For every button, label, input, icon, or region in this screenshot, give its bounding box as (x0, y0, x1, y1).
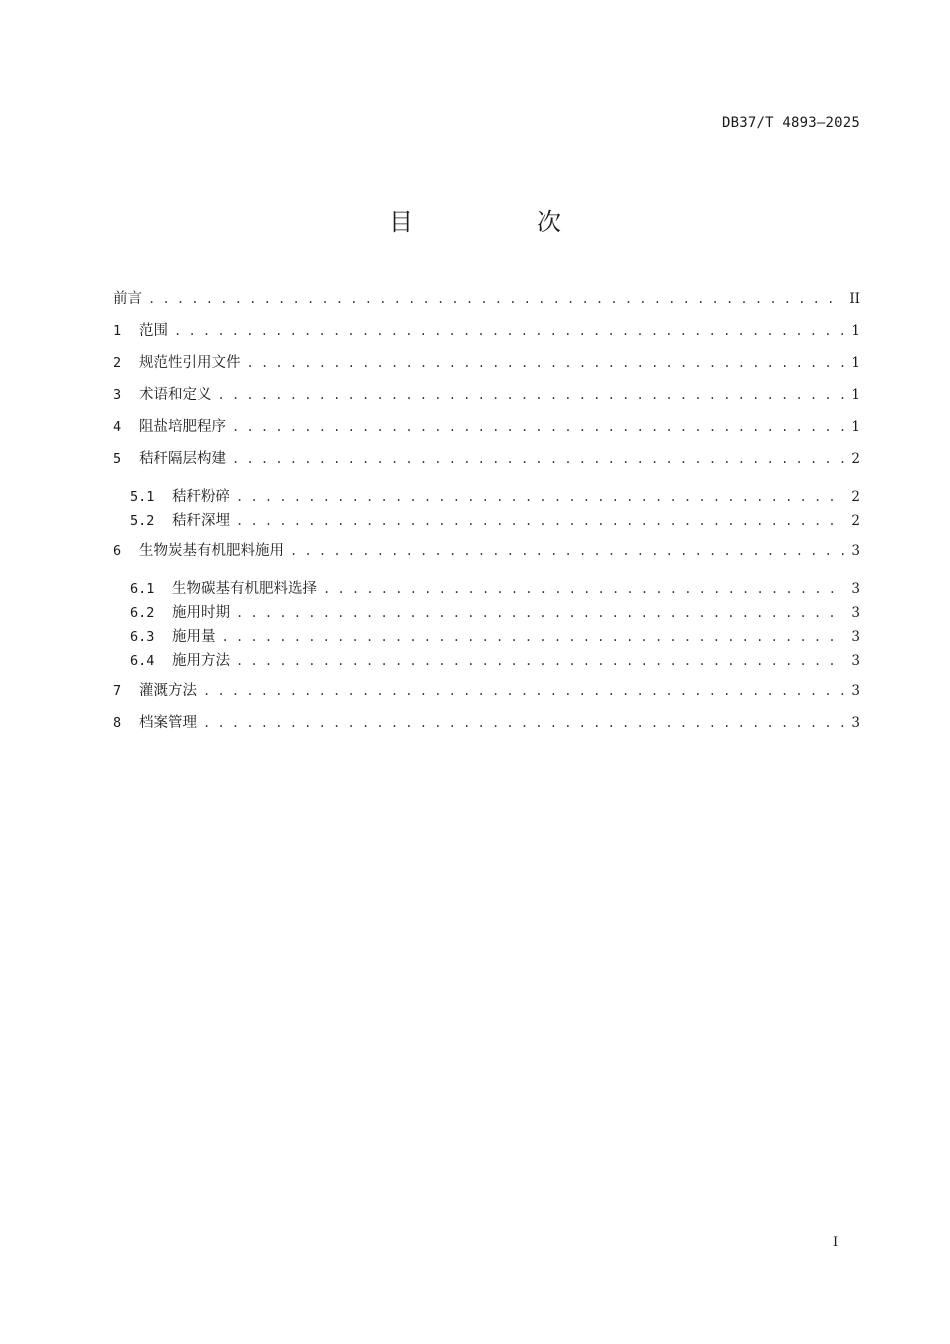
toc-entry-label: 档案管理 (139, 715, 197, 731)
toc-dot-leader (236, 602, 844, 624)
toc-entry-page: 3 (851, 715, 860, 731)
toc-dot-leader (236, 650, 844, 672)
toc-entry[interactable] (113, 712, 860, 744)
toc-entry-number: 6.3 (130, 629, 155, 645)
toc-entry-number: 5.2 (130, 513, 155, 529)
toc-entry-number: 7 (113, 683, 122, 699)
page-title: 目 次 (389, 208, 611, 236)
toc-entry-number: 4 (113, 419, 122, 435)
toc-dot-leader (247, 352, 845, 374)
toc-entry[interactable] (113, 416, 860, 448)
toc-dot-leader (203, 680, 844, 702)
toc-dot-leader (222, 626, 845, 648)
toc-entry-label: 施用方法 (172, 653, 230, 669)
toc-dot-leader (236, 510, 844, 532)
toc-dot-leader (218, 384, 845, 406)
toc-entry-number: 6 (113, 543, 122, 559)
toc-entry-label: 前言 (113, 291, 142, 307)
toc-entry-page: 1 (851, 387, 860, 403)
toc-entry-page: 2 (851, 513, 860, 529)
toc-entry-label: 生物炭基有机肥料施用 (139, 543, 284, 559)
toc-dot-leader (148, 288, 843, 310)
toc-entry-page: 3 (851, 605, 860, 621)
toc-entry-label: 生物碳基有机肥料选择 (172, 581, 317, 597)
toc-dot-leader (232, 416, 844, 438)
toc-entry-label: 秸秆隔层构建 (139, 451, 226, 467)
toc-entry-page: 3 (851, 581, 860, 597)
toc-entry-page: 1 (851, 323, 860, 339)
toc-entry-label: 施用时期 (172, 605, 230, 621)
toc-entry-number: 8 (113, 715, 122, 731)
toc-entry[interactable] (113, 602, 860, 626)
toc-entry[interactable] (113, 486, 860, 510)
toc-dot-leader (323, 578, 844, 600)
toc-entry-label: 灌溉方法 (139, 683, 197, 699)
toc-entry-label: 范围 (139, 323, 168, 339)
toc-entry-number: 5 (113, 451, 122, 467)
toc-entry-label: 术语和定义 (139, 387, 212, 403)
toc-entry[interactable] (113, 320, 860, 352)
toc-dot-leader (290, 540, 844, 562)
toc-entry-label: 阻盐培肥程序 (139, 419, 226, 435)
toc-entry-page: 1 (851, 419, 860, 435)
toc-entry-page: 3 (851, 653, 860, 669)
toc-entry-label: 施用量 (172, 629, 216, 645)
toc-entry-page: II (849, 291, 860, 307)
toc-dot-leader (236, 486, 844, 508)
toc-entry-label: 秸秆粉碎 (172, 489, 230, 505)
toc-entry-page: 3 (851, 629, 860, 645)
toc-entry[interactable] (113, 352, 860, 384)
toc-entry-page: 1 (851, 355, 860, 371)
toc-entry-number: 1 (113, 323, 122, 339)
toc-entry[interactable] (113, 540, 860, 572)
toc-entry-number: 6.2 (130, 605, 155, 621)
toc-entry-label: 规范性引用文件 (139, 355, 241, 371)
toc-dot-leader (174, 320, 844, 342)
toc-entry[interactable] (113, 680, 860, 712)
document-code: DB37/T 4893—2025 (721, 115, 860, 131)
toc-dot-leader (232, 448, 844, 470)
page-number: I (833, 1235, 839, 1250)
toc-entry-label: 秸秆深埋 (172, 513, 230, 529)
toc-entry-number: 6.1 (130, 581, 155, 597)
toc-entry-number: 2 (113, 355, 122, 371)
toc-entry[interactable] (113, 448, 860, 480)
toc-entry-number: 3 (113, 387, 122, 403)
toc-entry-page: 3 (851, 683, 860, 699)
toc-entry-page: 2 (851, 489, 860, 505)
toc-entry-number: 5.1 (130, 489, 155, 505)
table-of-contents (113, 288, 860, 744)
toc-entry[interactable] (113, 384, 860, 416)
toc-entry[interactable] (113, 510, 860, 534)
toc-entry[interactable] (113, 578, 860, 602)
toc-entry-number: 6.4 (130, 653, 155, 669)
toc-entry[interactable] (113, 288, 860, 320)
toc-entry[interactable] (113, 650, 860, 674)
toc-dot-leader (203, 712, 844, 734)
toc-entry-page: 3 (851, 543, 860, 559)
toc-entry[interactable] (113, 626, 860, 650)
toc-entry-page: 2 (851, 451, 860, 467)
